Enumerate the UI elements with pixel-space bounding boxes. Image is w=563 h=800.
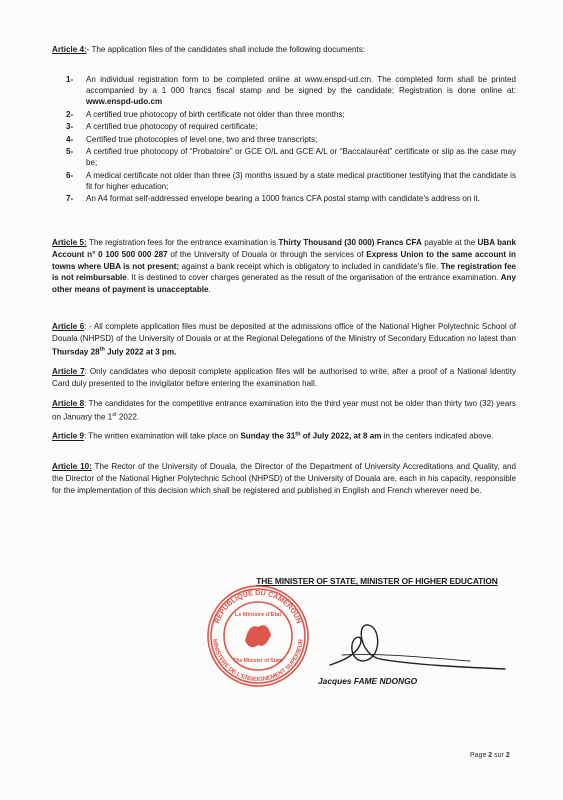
stamp-inner-text: Le Ministre d'Etat <box>234 612 282 618</box>
article-5-payment-warning: Any other means of payment is unacceptable <box>52 273 516 295</box>
article-6-text: : - All complete application files must be deposited at the admissions office of the National Higher Polytechnic School of Douala (NHPSD) of the University of Douala or at the Regional Delegations of the Ministry of Secondary Education no latest than <box>52 322 516 343</box>
article-8-label: Article 8 <box>52 399 85 408</box>
page-label: Page <box>470 752 489 759</box>
document-item-number: 5- <box>66 146 74 156</box>
article-7-label: Article 7 <box>52 367 85 376</box>
article-5-text: . <box>208 285 211 295</box>
document-item-number: 7- <box>66 194 74 204</box>
article-9-text: : The written examination will take place on <box>83 431 241 441</box>
document-item <box>60 146 516 168</box>
article-9-label: Article 9 <box>52 431 84 441</box>
stamp-emblem-icon <box>245 625 271 647</box>
article-5 <box>52 237 516 296</box>
document-item-number: 1- <box>66 75 74 84</box>
article-10 <box>52 461 516 496</box>
registration-url: www.enspd-udo.cm <box>86 97 163 107</box>
document-item <box>60 109 516 120</box>
document-item <box>60 121 516 132</box>
article-9-date: Sunday the 31 <box>240 431 296 441</box>
article-5-fee: Thirty Thousand (30 000) Francs CFA <box>278 238 422 247</box>
document-item-number: 3- <box>66 122 74 132</box>
document-item <box>60 74 516 108</box>
article-5-bank-account: UBA bank Account n° 0 100 500 000 287 <box>52 238 516 259</box>
document-item-text: A certified true photocopy of “Probatoire” or GCE O/L and GCE A/L or “Baccalauréat” certificate or slip as the case may be; <box>86 146 516 168</box>
article-9-sup: th <box>295 431 301 437</box>
article-6 <box>52 321 516 358</box>
article-5-text: . It is destined to cover charges generated as the result of the organisation of the entrance examination. <box>126 273 501 283</box>
article-9 <box>52 429 516 442</box>
document-item <box>60 134 516 145</box>
document-item-number: 4- <box>66 134 74 144</box>
article-8-text: : The candidates for the competitive entrance examination into the third year must not be older than thirty two (32) years on January the 1 <box>52 399 516 422</box>
signatory-name: Jacques FAME NDONGO <box>318 676 418 686</box>
article-5-text: against a bank receipt which is obligatory to included in candidate's file. <box>179 261 441 271</box>
article-10-label: Article 10: <box>52 462 92 471</box>
document-item-number: 6- <box>66 170 74 180</box>
article-7-text: : Only candidates who deposit complete application files will be authorised to write, after a proof of a National Identity Card duly presented to the invigilator before entering the examination hall. <box>52 367 516 388</box>
article-4-heading <box>52 44 514 56</box>
article-6-deadline: Thursday 28 <box>52 347 100 357</box>
handwritten-signature <box>320 615 510 677</box>
stamp-inner-text-en: The Minister of State <box>233 658 283 664</box>
document-item-text: A certified true photocopy of required certificate; <box>86 122 258 132</box>
document-item-text: A certified true photocopy of birth certificate not older than three months; <box>86 109 345 119</box>
article-6-label: Article 6 <box>52 322 85 331</box>
svg-text:REPUBLIQUE DU CAMEROUN <box>212 588 304 625</box>
signatory-title: THE MINISTER OF STATE, MINISTER OF HIGHER EDUCATION <box>256 576 498 586</box>
article-8-text: 2022. <box>116 412 140 422</box>
article-9-text: in the centers indicated above. <box>381 431 494 441</box>
page-of-label: sur <box>492 752 506 759</box>
article-5-text: of the University of Douala or through the services of <box>167 249 367 259</box>
page-total: 2 <box>505 752 510 759</box>
document-item-number: 2- <box>66 109 74 119</box>
document-item-text: A medical certificate not older than three (3) months issued by a state medical practitioner testifying that the candidate is fit for higher education; <box>86 170 516 191</box>
article-6-deadline-time: July 2022 at 3 pm. <box>104 347 177 357</box>
document-item-text: An A4 format self-addressed envelope bearing a 1000 francs CFA postal stamp with candidate's address on it. <box>86 194 480 204</box>
page-number <box>470 752 510 759</box>
article-5-text: payable at the <box>421 238 478 247</box>
article-7 <box>52 366 516 390</box>
document-item-text: Certified true photocopies of level one, two and three transcripts; <box>86 134 318 144</box>
article-5-not-reimbursable: The registration fee is not reimbursable <box>52 261 516 283</box>
page-current: 2 <box>488 752 493 759</box>
article-5-text: The registration fees for the entrance examination is <box>86 238 279 247</box>
article-4-intro: - The application files of the candidates shall include the following documents: <box>86 45 365 54</box>
article-9-time: of July 2022, at 8 am <box>300 431 382 441</box>
article-8 <box>52 398 516 423</box>
required-documents-list <box>60 74 516 206</box>
official-stamp <box>205 583 311 689</box>
document-item <box>60 193 516 204</box>
article-5-express-union: Express Union to the same account in towns where UBA is not present; <box>52 249 516 271</box>
stamp-ring-bottom: MINISTERE DE L'ENSEIGNEMENT SUPERIEUR <box>211 638 305 684</box>
article-4-label: Article 4: <box>52 45 87 54</box>
stamp-ring-top: REPUBLIQUE DU CAMEROUN <box>212 587 304 625</box>
article-8-sup: st <box>112 411 117 418</box>
article-10-text: The Rector of the University of Douala, the Director of the Department of University Accreditations and Quality, and the Director of the National Higher Polytechnic School (NHPSD) of the University of Douala are, each in his capacity, responsible for the implementation of this decision which shall be registered and published in English and French wherever need be. <box>52 462 516 495</box>
article-6-sup: th <box>99 346 105 353</box>
article-5-label: Article 5: <box>52 238 87 247</box>
document-item <box>60 170 516 192</box>
document-item-text: An individual registration form to be completed online at www.enspd-ud.cm. The completed form shall be printed accompanied by a 1 000 francs fiscal stamp and be signed by the candidate; Registration is done online at: <box>86 75 516 96</box>
